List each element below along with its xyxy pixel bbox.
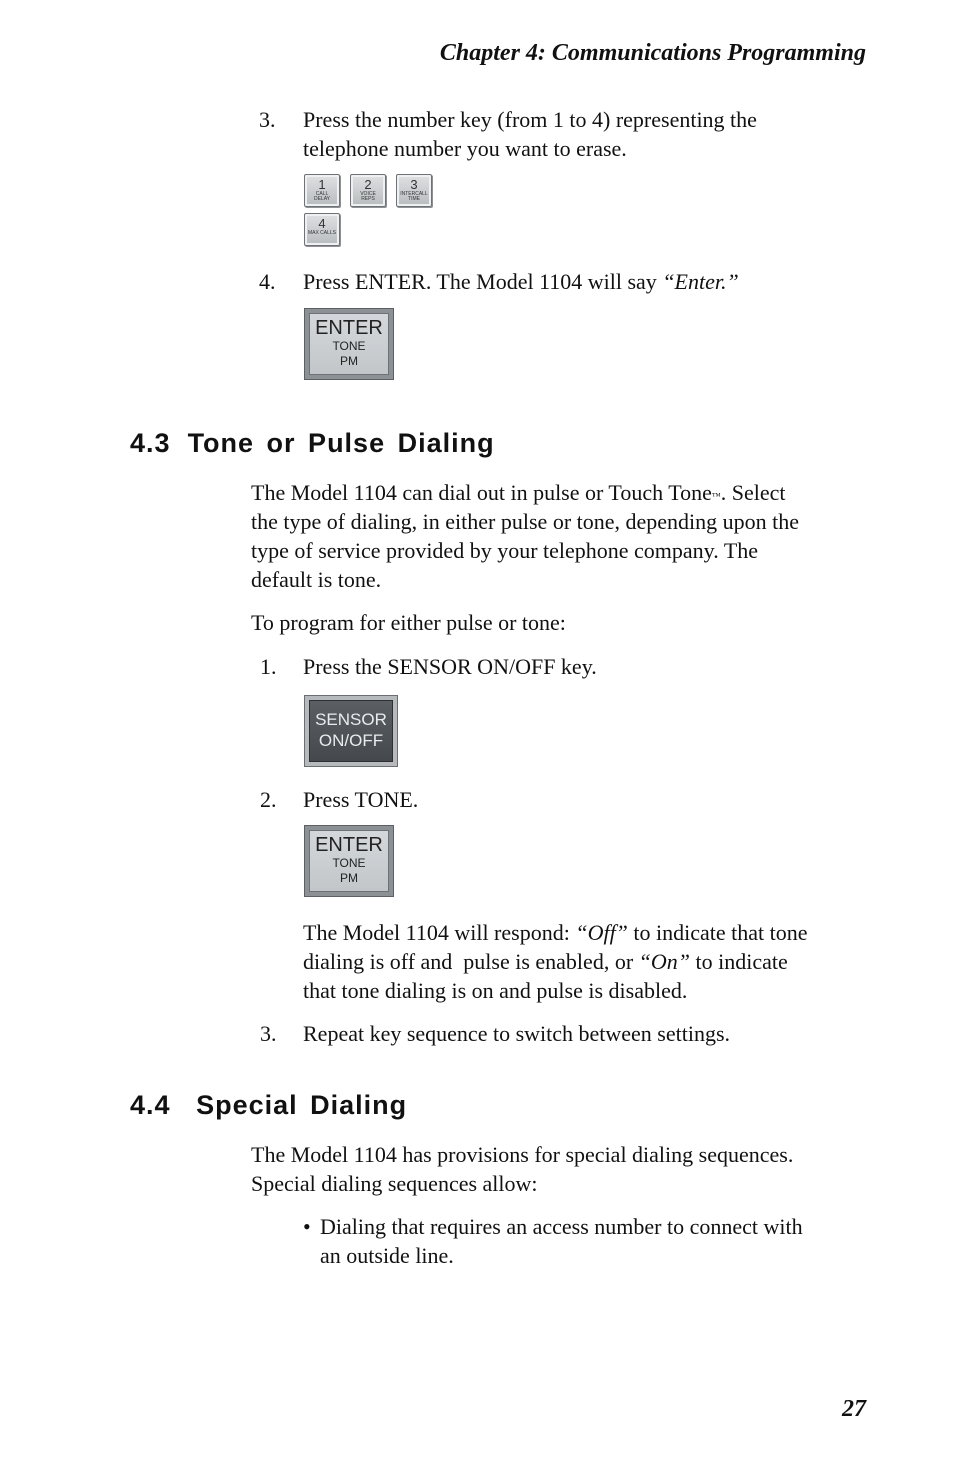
paragraph-line: that tone dialing is on and pulse is disabled. — [303, 978, 688, 1003]
section-heading — [130, 1090, 407, 1121]
paragraph-line: The Model 1104 can dial out in pulse or Touch Tone — [251, 480, 712, 505]
step-number: 1. — [260, 654, 277, 679]
bullet-icon: • — [303, 1214, 311, 1239]
paragraph-line: type of service provided by your telephone company. The — [251, 538, 759, 563]
paragraph-line: an outside line. — [320, 1243, 454, 1268]
key-sublabel: MAX CALLS — [307, 230, 337, 236]
section-number: 4.3 — [130, 428, 171, 458]
key-sublabel: REPS — [361, 196, 375, 202]
page-number: 27 — [842, 1396, 866, 1422]
key-sublabel: DELAY — [313, 196, 331, 202]
step-text — [303, 105, 757, 163]
spoken-word: “Enter.” — [662, 269, 739, 294]
key-sublabel: TIME — [408, 196, 420, 202]
key-main-label: ENTER — [315, 834, 383, 856]
key-face — [309, 700, 393, 762]
key-main-label: ENTER — [315, 317, 383, 339]
key-face — [309, 313, 389, 375]
step-text-line: telephone number you want to erase. — [303, 136, 627, 161]
paragraph-line: default is tone. — [251, 567, 382, 592]
step-text-line: Press ENTER. The Model 1104 will say — [303, 269, 663, 294]
enter-key-icon — [304, 308, 394, 380]
section-title: Special Dialing — [196, 1090, 408, 1120]
paragraph-line: Special dialing sequences allow: — [251, 1171, 538, 1196]
sensor-on-off-key-icon — [304, 695, 398, 767]
key-main-label: SENSOR — [315, 710, 387, 729]
intro-text: To program for either pulse or tone: — [251, 610, 566, 635]
key-sublabel: CALL — [315, 191, 329, 197]
key-digit: 2 — [364, 177, 372, 192]
step-text — [303, 267, 739, 296]
key-4-icon — [304, 213, 340, 246]
key-sublabel: TONE — [332, 856, 366, 870]
step-number: 2. — [260, 787, 277, 812]
response-paragraph — [303, 918, 808, 1005]
paragraph-line: to indicate that tone — [627, 920, 808, 945]
key-digit: 4 — [318, 216, 326, 231]
paragraph-line: the type of dialing, in either pulse or tone, depending upon the — [251, 509, 800, 534]
step-number: 3. — [260, 1021, 277, 1046]
step-text: Repeat key sequence to switch between settings. — [303, 1021, 731, 1046]
key-sublabel: INTERCALL — [400, 191, 428, 197]
key-1-icon — [304, 174, 340, 207]
step-text: Press TONE. — [303, 787, 419, 812]
key-main-label: ON/OFF — [318, 731, 384, 750]
paragraph-line: The Model 1104 will respond: — [303, 920, 576, 945]
spoken-word: “Off” — [575, 920, 628, 945]
trademark-symbol: ™ — [711, 491, 721, 501]
paragraph-line: Dialing that requires an access number to connect with — [320, 1214, 803, 1239]
chapter-header: Chapter 4: Communications Programming — [439, 40, 866, 66]
step-text-line: Press the number key (from 1 to 4) representing the — [303, 107, 757, 132]
key-3-icon — [396, 174, 432, 207]
step-text: Press the SENSOR ON/OFF key. — [303, 654, 597, 679]
key-2-icon — [350, 174, 386, 207]
step-number: 4. — [259, 269, 276, 294]
paragraph-line: The Model 1104 has provisions for special dialing sequences. — [251, 1142, 794, 1167]
step-number: 3. — [259, 107, 276, 132]
section-title: Tone or Pulse Dialing — [187, 428, 495, 458]
enter-key-icon — [304, 825, 394, 897]
key-digit: 1 — [318, 177, 326, 192]
paragraph — [251, 478, 799, 594]
section-number: 4.4 — [130, 1090, 171, 1120]
section-heading — [130, 428, 495, 459]
paragraph-line: . Select — [720, 480, 786, 505]
key-face — [309, 830, 389, 892]
spoken-word: “On” — [638, 949, 690, 974]
key-sublabel: VOICE — [360, 191, 376, 197]
paragraph-line: to indicate — [690, 949, 788, 974]
key-digit: 3 — [410, 177, 418, 192]
paragraph — [251, 1140, 793, 1198]
key-sublabel: PM — [340, 871, 358, 885]
key-sublabel: TONE — [332, 339, 366, 353]
paragraph-line: dialing is off and pulse is enabled, or — [303, 949, 639, 974]
key-sublabel: PM — [340, 354, 358, 368]
bullet-item — [320, 1212, 803, 1270]
